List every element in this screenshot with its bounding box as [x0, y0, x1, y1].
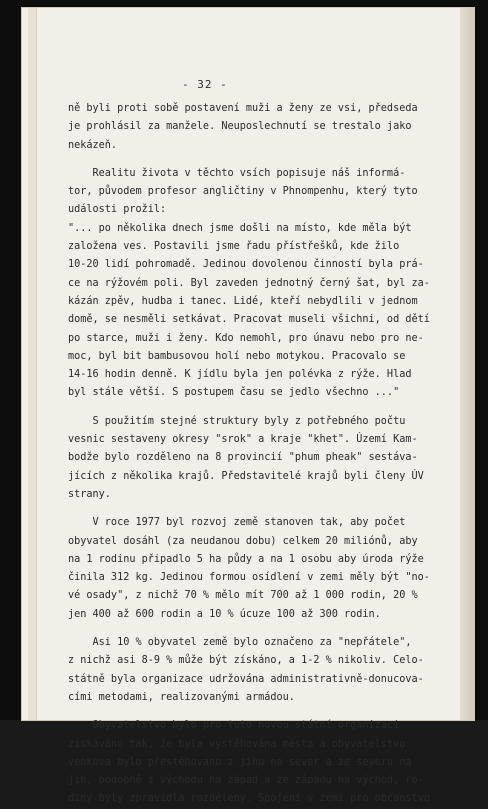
text-line: "... po několika dnech jsme došli na místo, kde měla být [68, 222, 412, 234]
paragraph-gap [68, 624, 428, 634]
text-line: jících z několika krajů. Představitelé krajů byli členy ÚV [68, 470, 424, 482]
text-line: cími metodami, realizovanými armádou. [68, 691, 295, 703]
text-line: na 1 rodinu připadlo 5 ha půdy a na 1 osobu aby úroda rýže [68, 553, 424, 565]
text-line: ně byli proti sobě postavení muži a ženy ze vsi, předseda [68, 103, 418, 114]
page-number: - 32 - [182, 78, 228, 91]
text-line: nekázeň. [68, 139, 118, 151]
text-line: je prohlásil za manžele. Neuposlechnutí se trestalo jako [68, 121, 412, 133]
text-line: V roce 1977 byl rozvoj země stanoven tak, aby počet [68, 517, 406, 529]
paragraph [68, 717, 428, 808]
paragraph-gap [68, 504, 428, 514]
paragraph-gap [68, 707, 428, 717]
text-line: bodže bylo rozděleno na 8 provincií "phum pheak" sestáva- [68, 452, 418, 464]
text-line: Obyvatelstvo bylo pro tuto novou státní organizaci [68, 720, 400, 732]
text-line: ce na rýžovém poli. Byl zaveden jednotný černý šat, byl za- [68, 277, 430, 289]
paper-edge [460, 8, 474, 720]
paragraph [68, 514, 428, 624]
text-line: tor, původem profesor angličtiny v Phnompenhu, který tyto [68, 186, 418, 198]
paragraph [68, 634, 428, 707]
text-line: události prožil: [68, 204, 167, 216]
paragraph-gap [68, 403, 428, 413]
text-line: po starce, muži i ženy. Kdo nemohl, pro únavu nebo pro ne- [68, 332, 424, 344]
text-line: 14-16 hodin denně. K jídlu byla jen polévka z rýže. Hlad [68, 369, 412, 381]
text-line: vé osady", z nichž 70 % mělo mít 700 až 1 000 rodin, 20 % [68, 590, 418, 602]
text-line: domě, se nesměli setkávat. Pracovat museli všichni, od dětí [68, 314, 430, 326]
paragraph-gap [68, 155, 428, 165]
text-line: obyvatel dosáhl (za neudanou dobu) celkem 20 miliónů, aby [68, 535, 418, 547]
text-line: státně byla organizace udržována administrativně-donucova- [68, 673, 424, 685]
text-line: byl stále větší. S postupem času se jedlo všechno ..." [68, 387, 400, 399]
text-line: jen 400 až 600 rodin a 10 % úcuze 100 až 300 rodin. [68, 608, 381, 620]
binding-strip [28, 8, 37, 720]
text-line: kázán zpěv, hudba i tanec. Lidé, kteří nebydlili v jednom [68, 295, 418, 307]
paragraph [68, 100, 428, 155]
text-line: činila 312 kg. Jedinou formou osídlení v zemi měly být "no- [68, 572, 430, 584]
text-line: Asi 10 % obyvatel země bylo označeno za "nepřátele", [68, 637, 412, 649]
text-line: strany. [68, 488, 111, 500]
text-line: moc, byl bit bambusovou holí nebo motykou. Pracovalo se [68, 350, 406, 362]
body-text [68, 100, 428, 809]
text-line: Realitu života v těchto vsích popisuje náš informá- [68, 167, 406, 179]
text-line: z nichž asi 8-9 % může být získáno, a 1-2 % nikoliv. Celo- [68, 655, 424, 667]
text-line: diny byly zpravidla rozděleny. Spojení v zemi pro občanstvo [68, 793, 430, 805]
text-line: získáváno tak, že byla vystěhována města a obyvatelstvo [68, 738, 406, 750]
text-line: založena ves. Postavili jsme řadu přístřešků, kde žilo [68, 241, 400, 253]
text-line: S použitím stejné struktury byly z potřebného počtu [68, 415, 406, 427]
text-line: jih, podobně z východu na západ a ze západu na východ, ro- [68, 775, 424, 787]
paragraph [68, 165, 428, 403]
text-line: venkova bylo přestěhováno z jihu na sever a ze severu na [68, 756, 412, 768]
paragraph [68, 413, 428, 504]
text-line: vesnic sestaveny okresy "srok" a kraje "khet". Území Kam- [68, 434, 418, 446]
text-line: 10-20 lidí pohromadě. Jedinou dovolenou činností byla prá- [68, 259, 424, 271]
